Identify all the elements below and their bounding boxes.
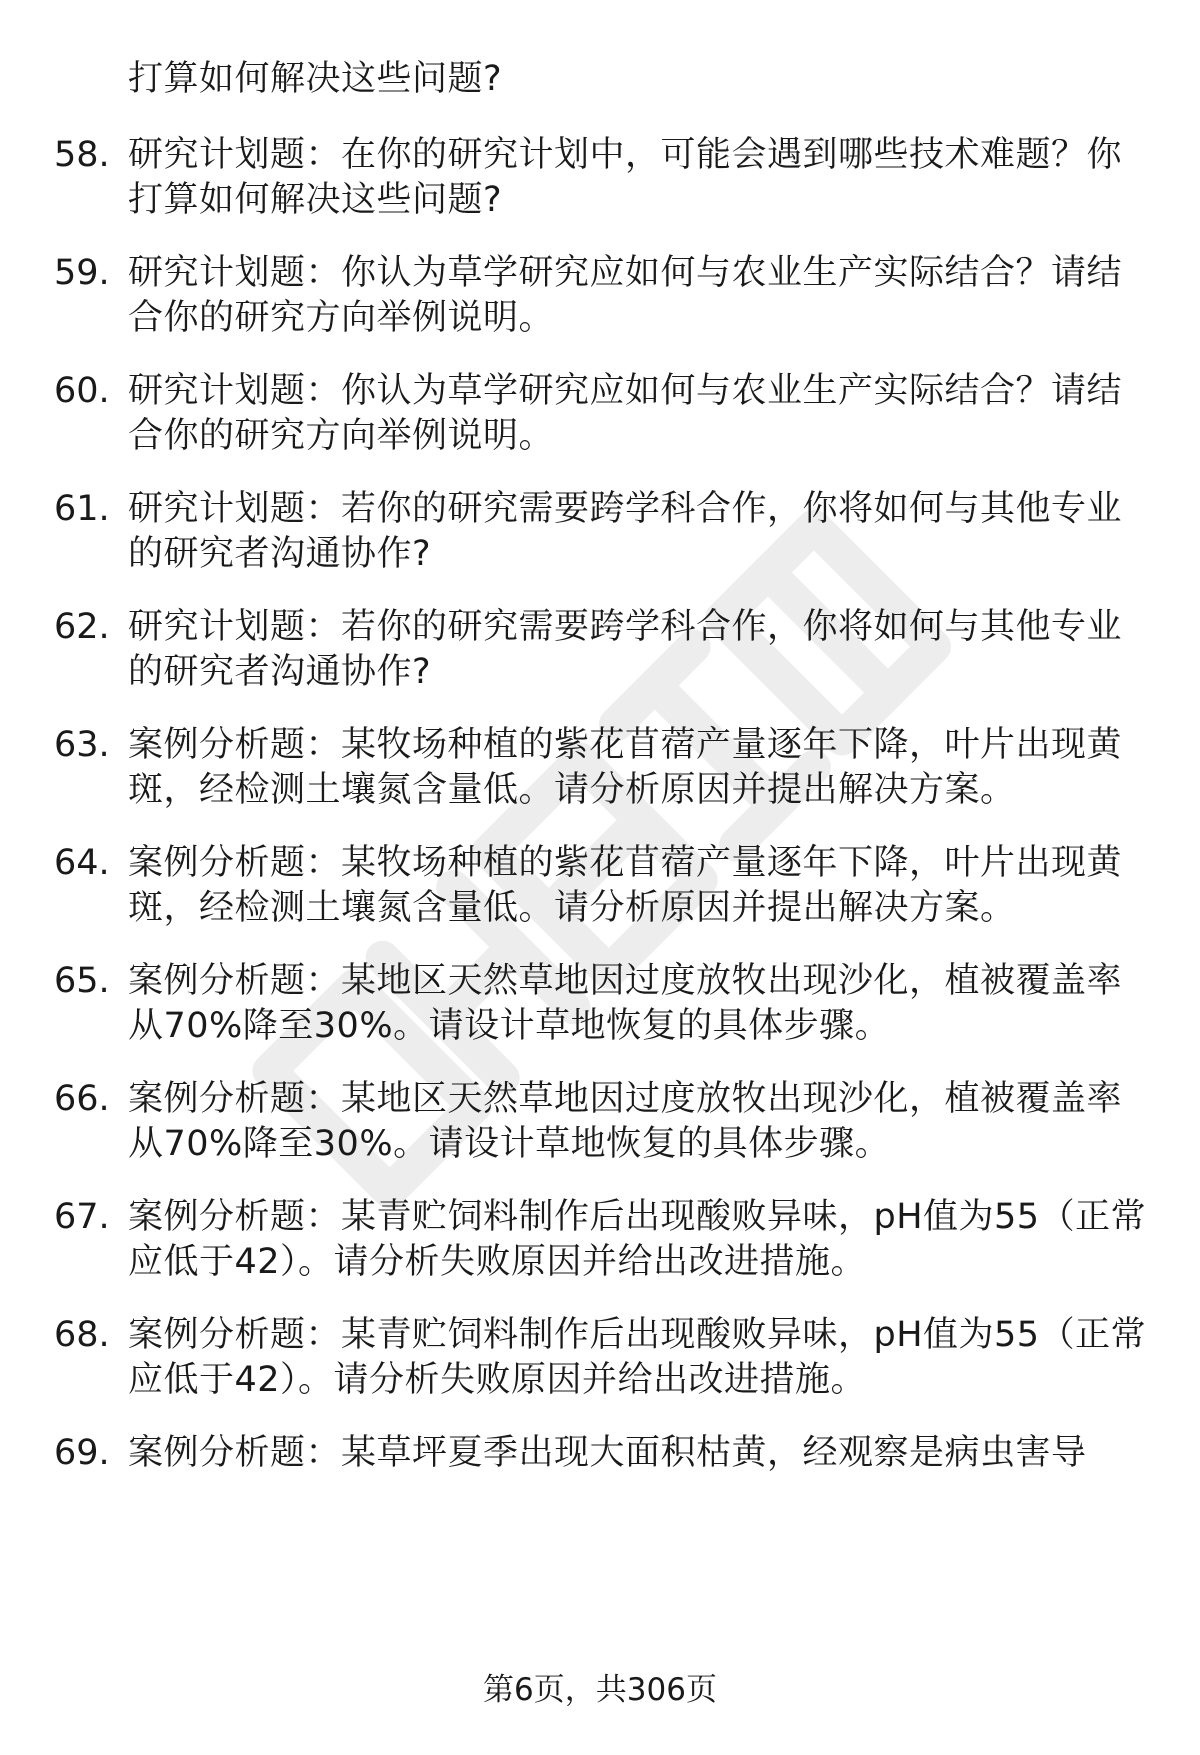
question-number: 62. xyxy=(54,607,110,647)
question-line: 从70%降至30%。请设计草地恢复的具体步骤。 xyxy=(128,1124,891,1164)
question-number: 63. xyxy=(54,725,110,765)
question-line: 的研究者沟通协作? xyxy=(128,534,432,574)
question-line: 打算如何解决这些问题? xyxy=(128,180,503,220)
question-line: 案例分析题：某牧场种植的紫花苜蓿产量逐年下降，叶片出现黄 xyxy=(128,725,1123,765)
question-line: 应低于42）。请分析失败原因并给出改进措施。 xyxy=(128,1242,867,1282)
question-line: 研究计划题：在你的研究计划中，可能会遇到哪些技术难题？你 xyxy=(128,135,1123,175)
question-line: 的研究者沟通协作? xyxy=(128,652,432,692)
question-line: 合你的研究方向举例说明。 xyxy=(128,298,555,338)
question-line: 案例分析题：某草坪夏季出现大面积枯黄，经观察是病虫害导 xyxy=(128,1433,1087,1473)
question-line: 研究计划题：若你的研究需要跨学科合作，你将如何与其他专业 xyxy=(128,607,1123,647)
question-number: 60. xyxy=(54,371,110,411)
question-line: 研究计划题：若你的研究需要跨学科合作，你将如何与其他专业 xyxy=(128,489,1123,529)
question-line: 案例分析题：某地区天然草地因过度放牧出现沙化，植被覆盖率 xyxy=(128,1079,1123,1119)
question-line: 案例分析题：某青贮饲料制作后出现酸败异味，pH值为55（正常 xyxy=(128,1197,1147,1237)
question-number: 68. xyxy=(54,1315,110,1355)
question-line: 斑，经检测土壤氮含量低。请分析原因并提出解决方案。 xyxy=(128,770,1016,810)
question-line: 案例分析题：某地区天然草地因过度放牧出现沙化，植被覆盖率 xyxy=(128,961,1123,1001)
question-line: 合你的研究方向举例说明。 xyxy=(128,416,555,456)
question-line: 斑，经检测土壤氮含量低。请分析原因并提出解决方案。 xyxy=(128,888,1016,928)
page-footer: 第6页，共306页 xyxy=(483,1672,717,1708)
question-line: 应低于42）。请分析失败原因并给出改进措施。 xyxy=(128,1360,867,1400)
question-number: 59. xyxy=(54,253,110,293)
question-line: 研究计划题：你认为草学研究应如何与农业生产实际结合？请结 xyxy=(128,371,1123,411)
question-number: 61. xyxy=(54,489,110,529)
question-number: 58. xyxy=(54,135,110,175)
question-number: 65. xyxy=(54,961,110,1001)
question-number: 67. xyxy=(54,1197,110,1237)
question-line: 案例分析题：某青贮饲料制作后出现酸败异味，pH值为55（正常 xyxy=(128,1315,1147,1355)
continued-question-text: 打算如何解决这些问题? xyxy=(128,59,503,99)
question-number: 64. xyxy=(54,843,110,883)
question-line: 案例分析题：某牧场种植的紫花苜蓿产量逐年下降，叶片出现黄 xyxy=(128,843,1123,883)
question-line: 从70%降至30%。请设计草地恢复的具体步骤。 xyxy=(128,1006,891,1046)
question-number: 69. xyxy=(54,1433,110,1473)
question-line: 研究计划题：你认为草学研究应如何与农业生产实际结合？请结 xyxy=(128,253,1123,293)
question-number: 66. xyxy=(54,1079,110,1119)
